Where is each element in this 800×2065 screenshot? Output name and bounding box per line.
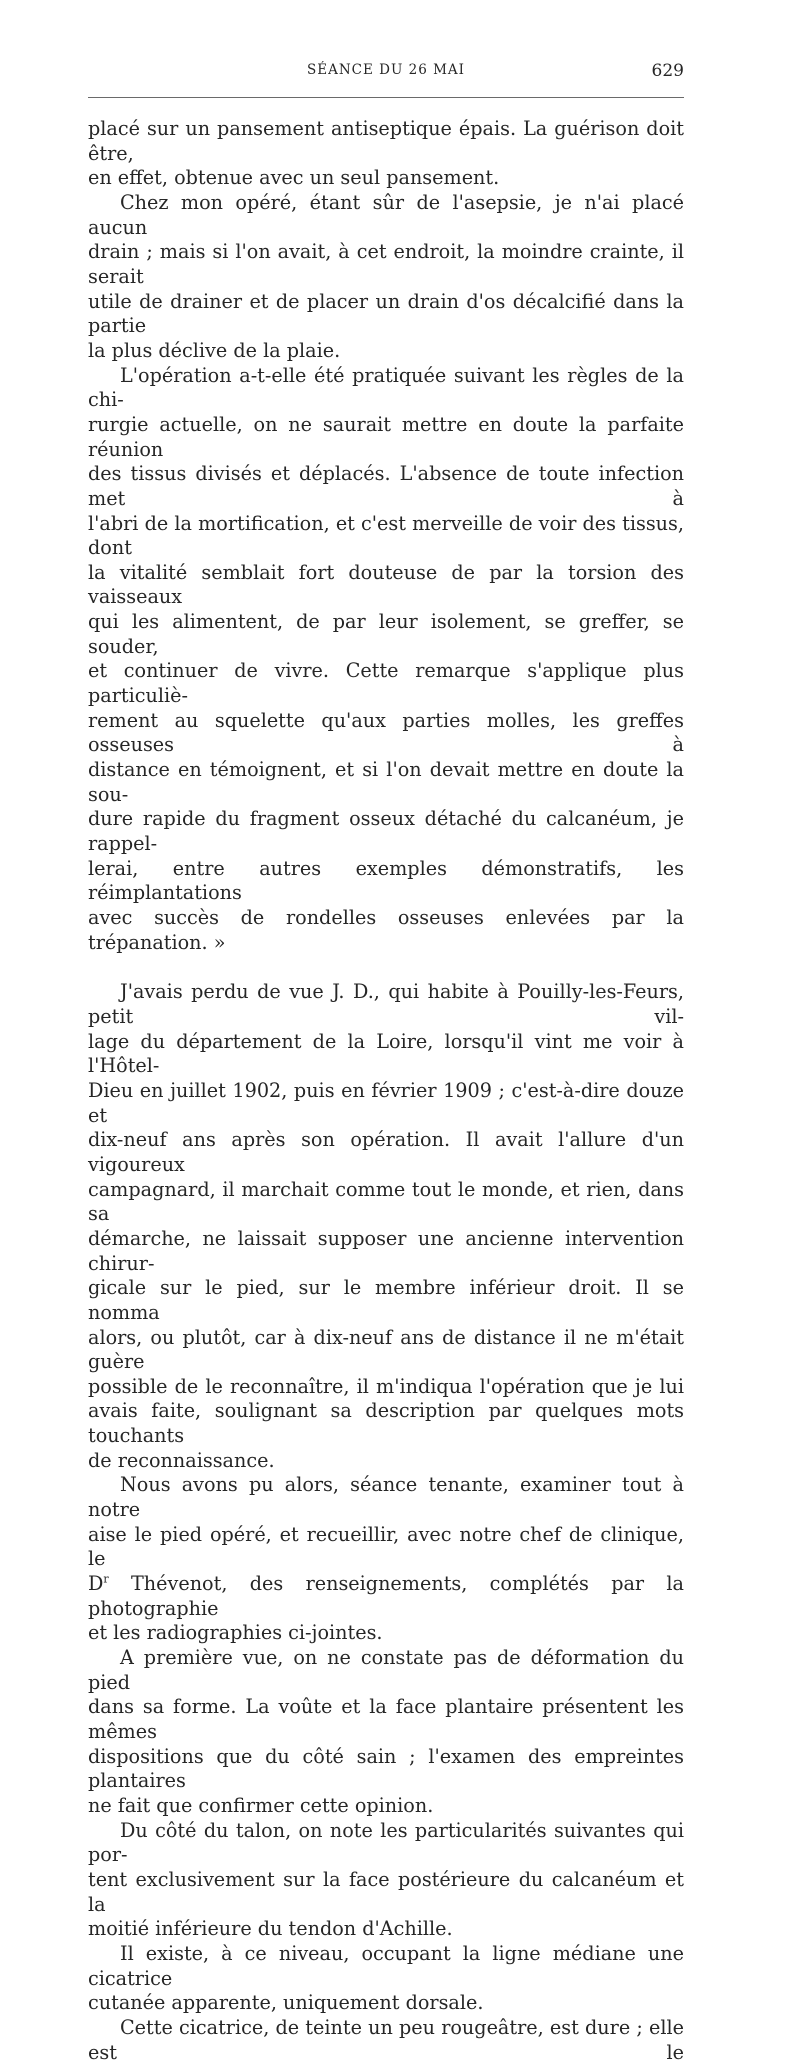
page-number: 629: [651, 61, 684, 81]
text-line: la vitalité semblait fort douteuse de par la torsion des vaisseaux: [88, 560, 684, 609]
paragraph: [88, 1942, 684, 2016]
paragraph: [88, 1473, 684, 1646]
paragraph: [88, 980, 684, 1473]
text-line: Cette cicatrice, de teinte un peu rougeâtre, est dure ; elle est le: [88, 2015, 684, 2064]
paragraph: [88, 1819, 684, 1942]
text-line-rest: Thévenot, des renseignements, complétés par la photographie: [88, 1572, 684, 1620]
text-line: A première vue, on ne constate pas de déformation du pied: [88, 1646, 684, 1694]
text-line: l'abri de la mortification, et c'est merveille de voir des tissus, dont: [88, 511, 684, 560]
text-line: placé sur un pansement antiseptique épais. La guérison doit être,: [88, 117, 684, 165]
text-line: cutanée apparente, uniquement dorsale.: [88, 1991, 484, 2015]
text-line: utile de drainer et de placer un drain d'os décalcifié dans la partie: [88, 289, 684, 338]
text-line: Il existe, à ce niveau, occupant la ligne médiane une cicatrice: [88, 1941, 684, 1990]
case-report-passage: [88, 980, 684, 2065]
text-line: L'opération a-t-elle été pratiquée suivant les règles de la chi-: [88, 363, 684, 412]
text-line: lerai, entre autres exemples démonstratifs, les réimplantations: [88, 856, 684, 905]
text-line: rurgie actuelle, on ne saurait mettre en doute la parfaite réunion: [88, 412, 684, 461]
body-text: [88, 117, 684, 2065]
text-line: moitié inférieure du tendon d'Achille.: [88, 1917, 453, 1941]
text-line: avec succès de rondelles osseuses enlevées par la trépanation. »: [88, 906, 684, 954]
text-line: et continuer de vivre. Cette remarque s'applique plus particuliè-: [88, 659, 684, 708]
text-line: aise le pied opéré, et recueillir, avec notre chef de clinique, le: [88, 1522, 684, 1571]
doctor-abbrev-superscript: r: [103, 1572, 109, 1586]
text-line: alors, ou plutôt, car à dix-neuf ans de distance il ne m'était guère: [88, 1325, 684, 1374]
text-line: J'avais perdu de vue J. D., qui habite à Pouilly-les-Feurs, petit vil-: [88, 980, 684, 1028]
text-line: de reconnaissance.: [88, 1448, 275, 1472]
text-line: qui les alimentent, de par leur isolement, se greffer, se souder,: [88, 610, 684, 658]
text-line: campagnard, il marchait comme tout le monde, et rien, dans sa: [88, 1177, 684, 1226]
text-line: Dieu en juillet 1902, puis en février 1909 ; c'est-à-dire douze et: [88, 1078, 684, 1127]
text-line: distance en témoignent, et si l'on devait mettre en doute la sou-: [88, 758, 684, 806]
text-line: démarche, ne laissait supposer une ancienne intervention chirur-: [88, 1226, 684, 1275]
text-line: [88, 1572, 684, 1621]
page-header: [88, 58, 684, 88]
paragraph: [88, 1646, 684, 1819]
text-line: des tissus divisés et déplacés. L'absence de toute infection met à: [88, 462, 684, 510]
text-line: tent exclusivement sur la face postérieure du calcanéum et la: [88, 1867, 684, 1916]
text-line: dix-neuf ans après son opération. Il avait l'allure d'un vigoureux: [88, 1128, 684, 1176]
text-line: possible de le reconnaître, il m'indiqua l'opération que je lui: [88, 1374, 684, 1398]
paragraph: [88, 117, 684, 191]
doctor-abbrev: D: [88, 1572, 104, 1596]
text-line: Chez mon opéré, étant sûr de l'asepsie, je n'ai placé aucun: [88, 190, 684, 239]
running-title: SÉANCE DU 26 MAI: [306, 62, 465, 78]
text-line: gicale sur le pied, sur le membre inférieur droit. Il se nomma: [88, 1276, 684, 1324]
text-line: dans sa forme. La voûte et la face plantaire présentent les mêmes: [88, 1695, 684, 1743]
text-line: dispositions que du côté sain ; l'examen des empreintes plantaires: [88, 1744, 684, 1793]
text-line: Nous avons pu alors, séance tenante, examiner tout à notre: [88, 1473, 684, 1522]
text-line: drain ; mais si l'on avait, à cet endroit, la moindre crainte, il serait: [88, 240, 684, 288]
text-line: Du côté du talon, on note les particularités suivantes qui por-: [88, 1818, 684, 1867]
text-line: avais faite, soulignant sa description par quelques mots touchants: [88, 1399, 684, 1448]
header-rule: [88, 97, 684, 98]
text-line: ne fait que confirmer cette opinion.: [88, 1793, 434, 1817]
text-line: lage du département de la Loire, lorsqu'il vint me voir à l'Hôtel-: [88, 1029, 684, 1078]
text-line: et les radiographies ci-jointes.: [88, 1621, 383, 1645]
text-line: rement au squelette qu'aux parties molles, les greffes osseuses à: [88, 708, 684, 757]
paragraph: [88, 191, 684, 364]
text-line: la plus déclive de la plaie.: [88, 338, 341, 362]
text-line: dure rapide du fragment osseux détaché du calcanéum, je rappel-: [88, 807, 684, 856]
quoted-passage: [88, 117, 684, 955]
paragraph: [88, 2016, 684, 2065]
text-line: en effet, obtenue avec un seul pansement.: [88, 166, 500, 190]
paragraph: [88, 364, 684, 956]
